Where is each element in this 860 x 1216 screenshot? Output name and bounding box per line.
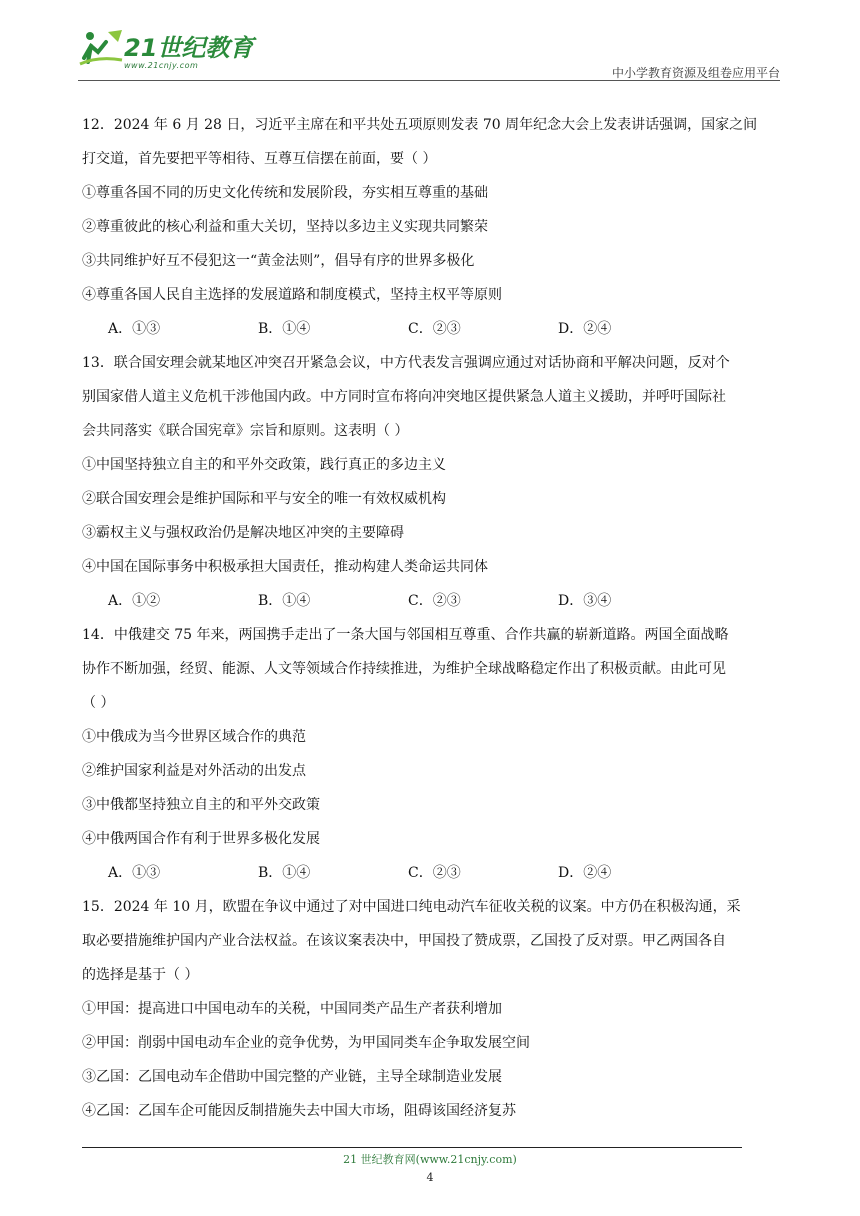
question-13 (82, 346, 782, 618)
question-line: 别国家借人道主义危机干涉他国内政。中方同时宣布将向冲突地区提供紧急人道主义援助，并呼吁国际社 (82, 389, 726, 405)
option-d: D．③④ (558, 593, 612, 609)
question-line: （ ） (82, 695, 115, 711)
statement-line: ④尊重各国人民自主选择的发展道路和制度模式，坚持主权平等原则 (82, 287, 502, 303)
question-15 (82, 890, 782, 1128)
footer-site-link[interactable]: 21 世纪教育网(www.21cnjy.com) (343, 1153, 517, 1166)
question-line: 协作不断加强，经贸、能源、人文等领域合作持续推进，为维护全球战略稳定作出了积极贡献。由此可见 (82, 661, 726, 677)
answer-options (82, 584, 782, 618)
statement-line: ③乙国：乙国电动车企借助中国完整的产业链，主导全球制造业发展 (82, 1069, 502, 1085)
question-line: 15．2024 年 10 月，欧盟在争议中通过了对中国进口纯电动汽车征收关税的议案。中方仍在积极沟通，采 (82, 899, 741, 915)
question-line: 会共同落实《联合国宪章》宗旨和原则。这表明（ ） (82, 423, 409, 439)
statement-line: ①中国坚持独立自主的和平外交政策，践行真正的多边主义 (82, 457, 446, 473)
statement-line: ②联合国安理会是维护国际和平与安全的唯一有效权威机构 (82, 491, 446, 507)
question-line: 12．2024 年 6 月 28 日，习近平主席在和平共处五项原则发表 70 周年纪念大会上发表讲话强调，国家之间 (82, 117, 758, 133)
statement-line: ②尊重彼此的核心利益和重大关切，坚持以多边主义实现共同繁荣 (82, 219, 488, 235)
header-platform-text: 中小学教育资源及组卷应用平台 (611, 66, 780, 80)
statement-line: ③霸权主义与强权政治仍是解决地区冲突的主要障碍 (82, 525, 404, 541)
svg-text:21世纪教育: 21世纪教育 (124, 34, 254, 62)
option-b: B．①④ (258, 865, 311, 881)
statement-line: ③中俄都坚持独立自主的和平外交政策 (82, 797, 320, 813)
statement-line: ④中国在国际事务中积极承担大国责任，推动构建人类命运共同体 (82, 559, 488, 575)
footer-divider (82, 1147, 742, 1148)
answer-options (82, 312, 782, 346)
statement-line: ①尊重各国不同的历史文化传统和发展阶段，夯实相互尊重的基础 (82, 185, 488, 201)
option-c: C．②③ (408, 865, 461, 881)
option-b: B．①④ (258, 593, 311, 609)
question-line: 13．联合国安理会就某地区冲突召开紧急会议，中方代表发言强调应通过对话协商和平解决问题，反对个 (82, 355, 730, 371)
page-header (78, 28, 780, 80)
statement-line: ④乙国：乙国车企可能因反制措施失去中国大市场，阻碍该国经济复苏 (82, 1103, 516, 1119)
option-d: D．②④ (558, 321, 612, 337)
logo-url: www.21cnjy.com (124, 61, 199, 70)
question-12 (82, 108, 782, 346)
option-a: A．①③ (108, 865, 161, 881)
option-d: D．②④ (558, 865, 612, 881)
option-c: C．②③ (408, 321, 461, 337)
page-number: 4 (426, 1171, 434, 1184)
option-c: C．②③ (408, 593, 461, 609)
question-14 (82, 618, 782, 890)
option-b: B．①④ (258, 321, 311, 337)
statement-line: ④中俄两国合作有利于世界多极化发展 (82, 831, 320, 847)
question-line: 打交道，首先要把平等相待、互尊互信摆在前面，要（ ） (82, 151, 437, 167)
statement-line: ③共同维护好互不侵犯这一“黄金法则”，倡导有序的世界多极化 (82, 253, 475, 269)
statement-line: ①甲国：提高进口中国电动车的关税，中国同类产品生产者获利增加 (82, 1001, 502, 1017)
statement-line: ②维护国家利益是对外活动的出发点 (82, 763, 306, 779)
question-line: 取必要措施维护国内产业合法权益。在该议案表决中，甲国投了赞成票，乙国投了反对票。甲乙两国各自 (82, 933, 726, 949)
question-line: 14．中俄建交 75 年来，两国携手走出了一条大国与邻国相互尊重、合作共赢的崭新道路。两国全面战略 (82, 627, 729, 643)
option-a: A．①② (108, 593, 161, 609)
question-line: 的选择是基于（ ） (82, 967, 199, 983)
statement-line: ②甲国：削弱中国电动车企业的竞争优势，为甲国同类车企争取发展空间 (82, 1035, 530, 1051)
questions-container (82, 108, 782, 1128)
header-divider (78, 80, 780, 81)
answer-options (82, 856, 782, 890)
statement-line: ①中俄成为当今世界区域合作的典范 (82, 729, 306, 745)
option-a: A．①③ (108, 321, 161, 337)
